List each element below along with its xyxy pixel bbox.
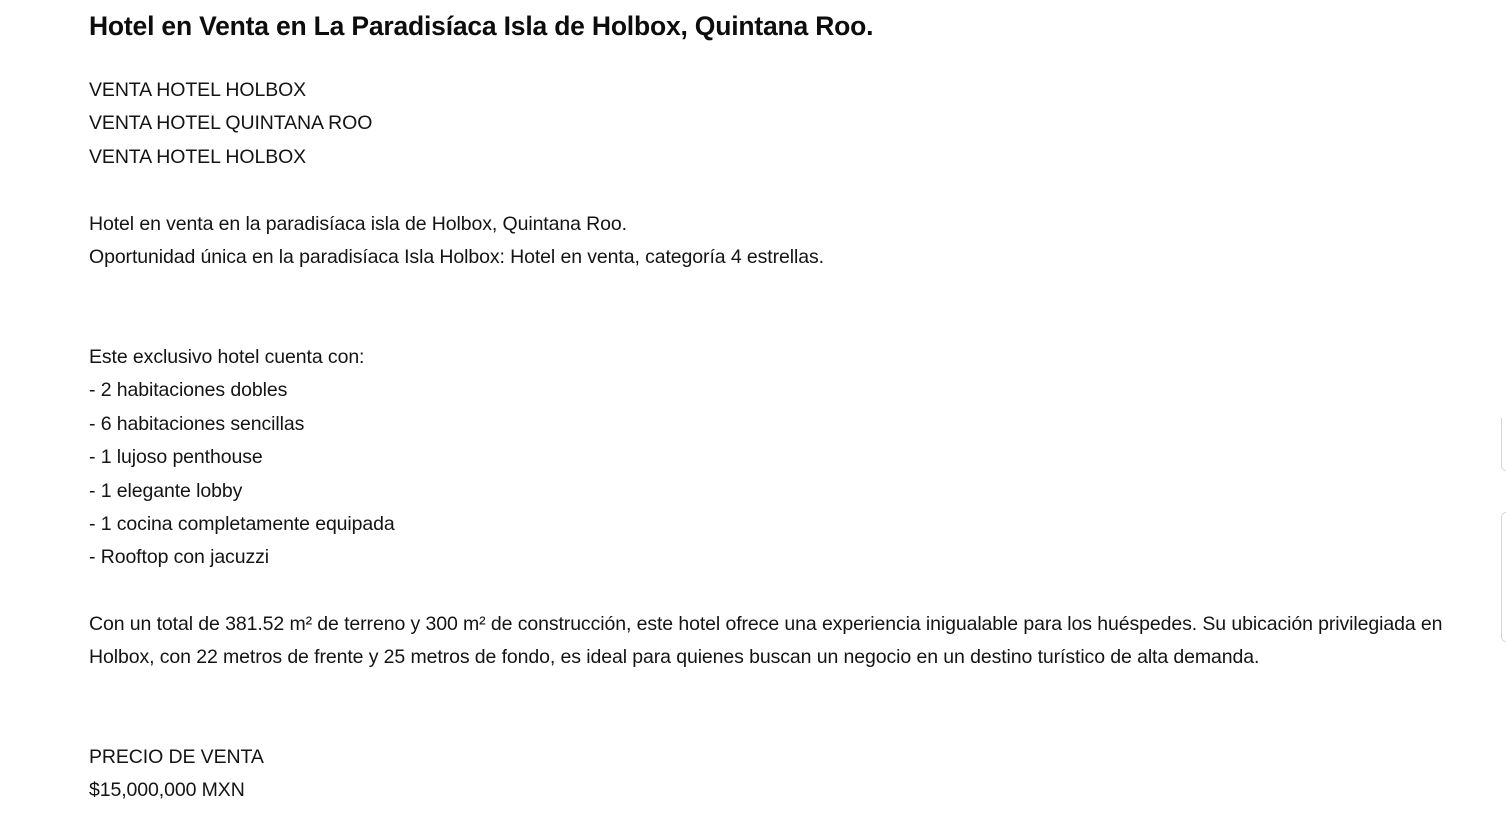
heading-line: VENTA HOTEL HOLBOX xyxy=(89,145,307,168)
price-label: PRECIO DE VENTA xyxy=(89,746,264,768)
list-item: - 1 lujoso penthouse xyxy=(89,446,263,469)
listing-content xyxy=(89,8,1489,802)
features-section xyxy=(89,341,395,575)
intro-line: Hotel en venta en la paradisíaca isla de Holbox, Quintana Roo. xyxy=(89,213,627,235)
panel-edge xyxy=(1501,418,1506,471)
listing-headings xyxy=(89,74,372,174)
list-item: - 2 habitaciones dobles xyxy=(89,379,288,402)
price-section xyxy=(89,741,264,808)
heading-line: VENTA HOTEL HOLBOX xyxy=(89,79,307,101)
intro-section xyxy=(89,208,824,275)
list-item: - 6 habitaciones sencillas xyxy=(89,412,305,435)
list-item: - Rooftop con jacuzzi xyxy=(89,546,269,569)
page-title: Hotel en Venta en La Paradisíaca Isla de Holbox, Quintana Roo. xyxy=(89,11,874,41)
price-value: $15,000,000 MXN xyxy=(89,779,245,802)
list-item: - 1 cocina completamente equipada xyxy=(89,513,395,536)
intro-line: Oportunidad única en la paradisíaca Isla Holbox: Hotel en venta, categoría 4 estrellas. xyxy=(89,246,824,269)
description-paragraph: Con un total de 381.52 m² de terreno y 300 m² de construcción, este hotel ofrece una experiencia inigualable para los huéspedes. Su ubicación privilegiada en Holbox, con 22 metros de frente y 25 metros de fondo, es ideal para quienes buscan un negocio en un destino turístico de alta demanda. xyxy=(89,613,1443,669)
heading-line: VENTA HOTEL QUINTANA ROO xyxy=(89,112,373,135)
features-heading: Este exclusivo hotel cuenta con: xyxy=(89,346,365,368)
list-item: - 1 elegante lobby xyxy=(89,479,243,502)
scrollbar-track[interactable] xyxy=(1501,512,1506,642)
